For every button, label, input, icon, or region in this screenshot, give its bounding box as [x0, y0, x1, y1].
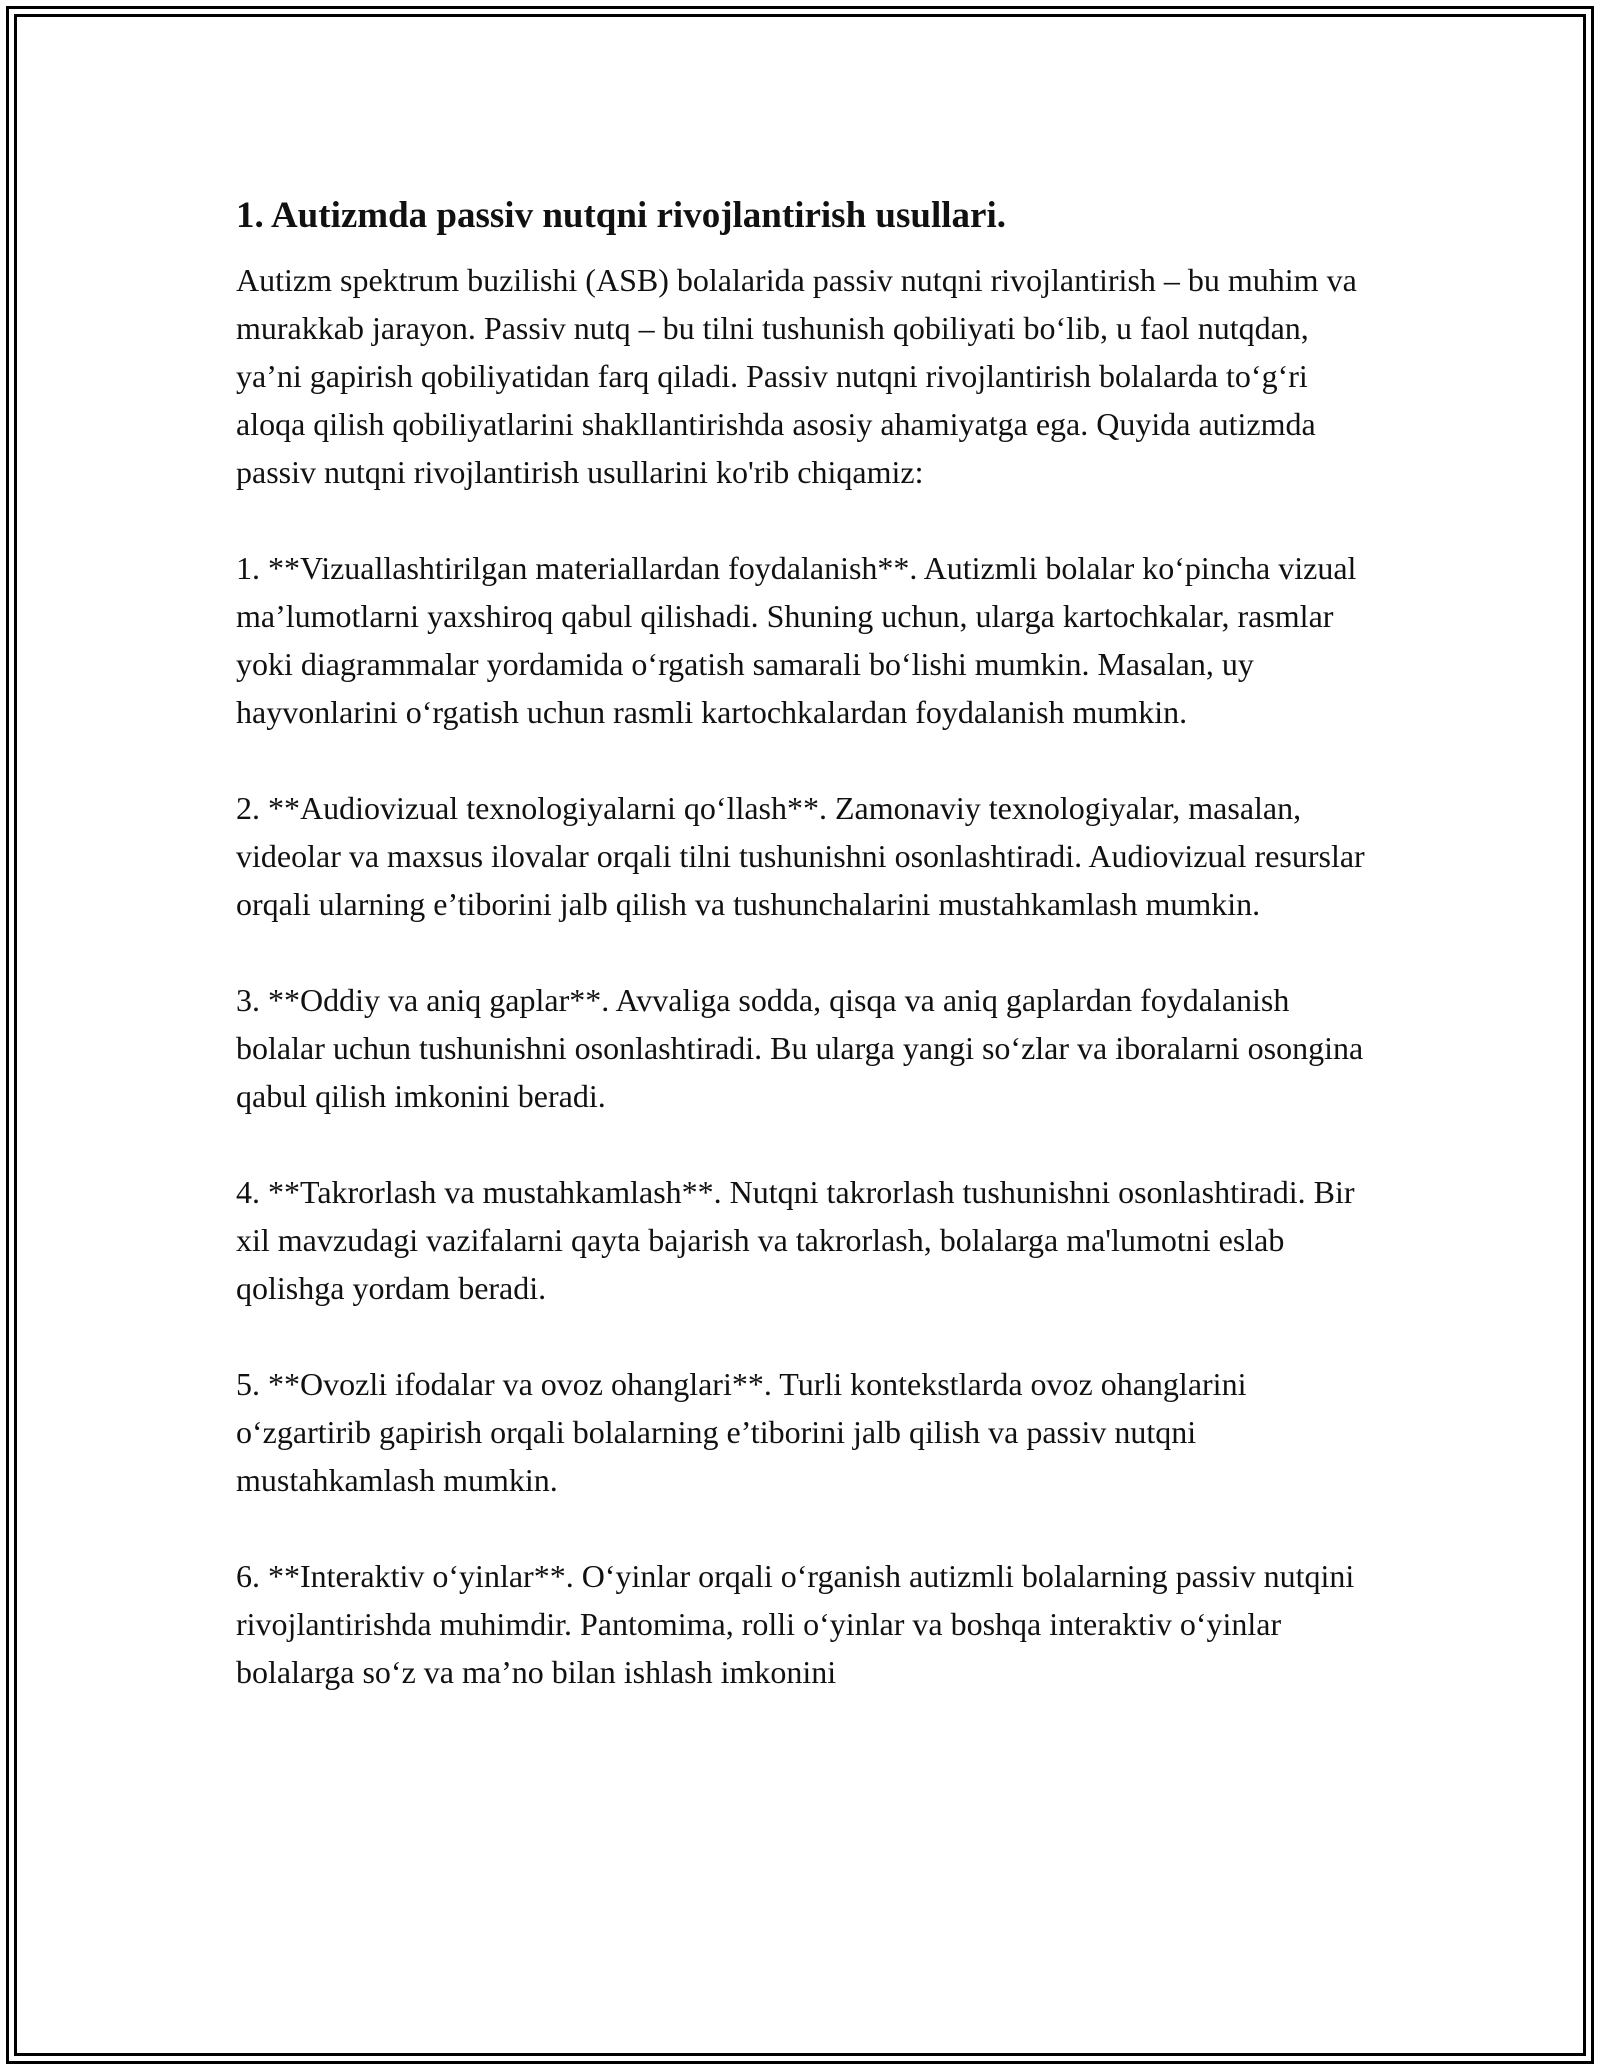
- method-6-paragraph: 6. **Interaktiv o‘yinlar**. O‘yinlar orqali o‘rganish autizmli bolalarning passiv nutqini rivojlantirishda muhimdir. Pantomima, rolli o‘yinlar va boshqa interaktiv o‘yinlar bolalarga so‘z va ma’no bilan ishlash imkonini: [236, 1558, 1355, 1690]
- intro-paragraph: Autizm spektrum buzilishi (ASB) bolalarida passiv nutqni rivojlantirish – bu muhim va murakkab jarayon. Passiv nutq – bu tilni tushunish qobiliyati bo‘lib, u faol nutqdan, ya’ni gapirish qobiliyatidan farq qiladi. Passiv nutqni rivojlantirish bolalarda to‘g‘ri aloqa qilish qobiliyatlarini shakllantirishda asosiy ahamiyatga ega. Quyida autizmda passiv nutqni rivojlantirish usullarini ko'rib chiqamiz:: [236, 262, 1357, 490]
- method-1-paragraph: 1. **Vizuallashtirilgan materiallardan foydalanish**. Autizmli bolalar ko‘pincha vizual ma’lumotlarni yaxshiroq qabul qilishadi. Shuning uchun, ularga kartochkalar, rasmlar yoki diagrammalar yordamida o‘rgatish samarali bo‘lishi mumkin. Masalan, uy hayvonlarini o‘rgatish uchun rasmli kartochkalardan foydalanish mumkin.: [236, 550, 1357, 730]
- page-title: 1. Autizmda passiv nutqni rivojlantirish usullari.: [236, 195, 1006, 236]
- method-3-paragraph: 3. **Oddiy va aniq gaplar**. Avvaliga sodda, qisqa va aniq gaplardan foydalanish bolalar uchun tushunishni osonlashtiradi. Bu ularga yangi so‘zlar va iboralarni osongina qabul qilish imkonini beradi.: [236, 982, 1364, 1114]
- document-body: [236, 190, 1376, 1696]
- method-2-paragraph: 2. **Audiovizual texnologiyalarni qo‘llash**. Zamonaviy texnologiyalar, masalan, videolar va maxsus ilovalar orqali tilni tushunishni osonlashtiradi. Audiovizual resurslar orqali ularning e’tiborini jalb qilish va tushunchalarini mustahkamlash mumkin.: [236, 790, 1365, 922]
- method-5-paragraph: 5. **Ovozli ifodalar va ovoz ohanglari**. Turli kontekstlarda ovoz ohanglarini o‘zgartirib gapirish orqali bolalarning e’tiborini jalb qilish va passiv nutqni mustahkamlash mumkin.: [236, 1366, 1247, 1498]
- method-4-paragraph: 4. **Takrorlash va mustahkamlash**. Nutqni takrorlash tushunishni osonlashtiradi. Bir xil mavzudagi vazifalarni qayta bajarish va takrorlash, bolalarga ma'lumotni eslab qolishga yordam beradi.: [236, 1174, 1355, 1306]
